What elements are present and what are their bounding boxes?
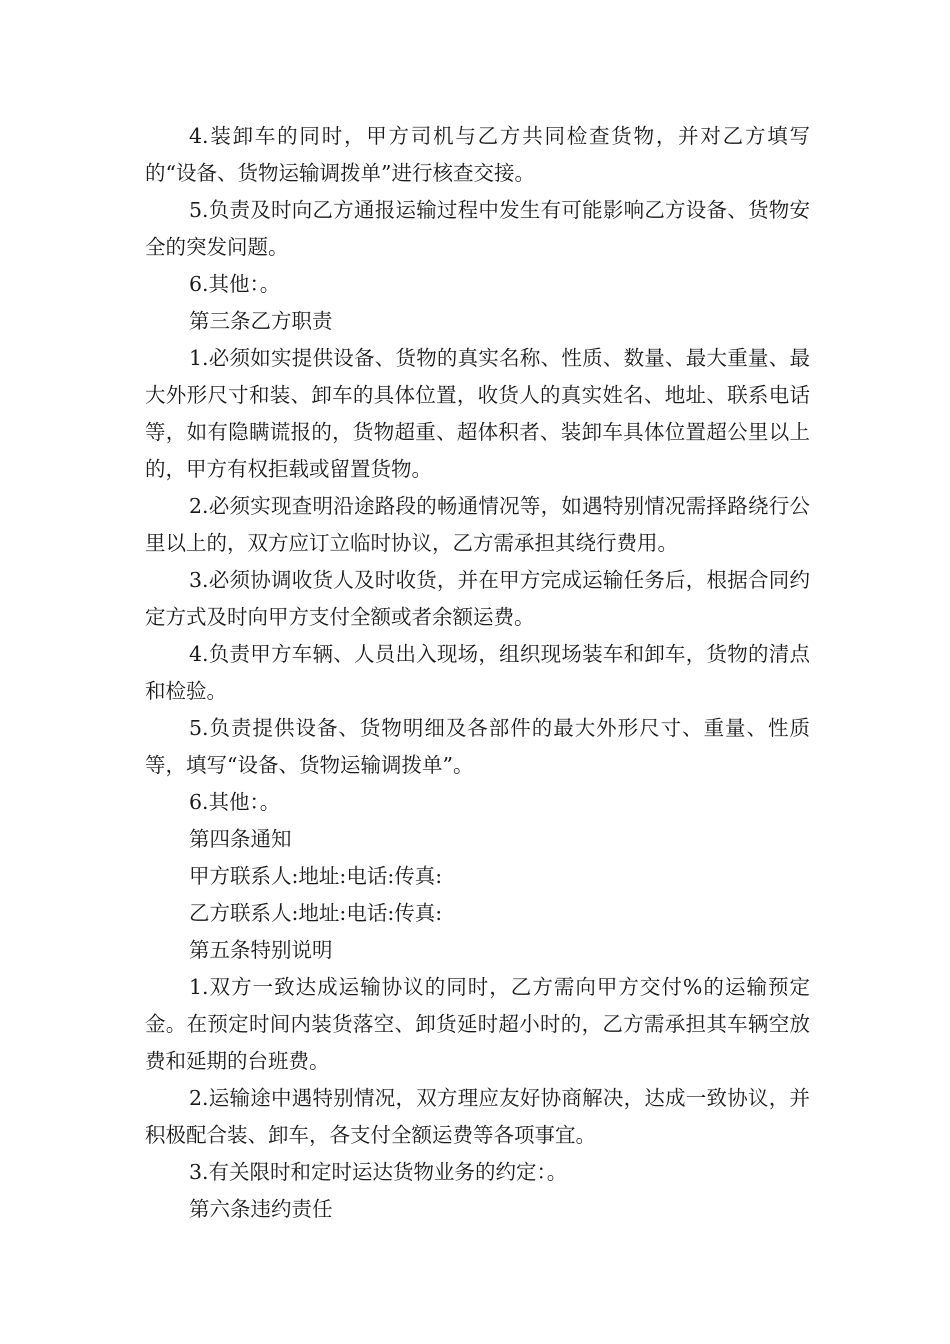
section-heading-article-5: 第五条特别说明: [189, 938, 333, 962]
contact-line-party-b: 乙方联系人:地址:电话:传真:: [189, 901, 443, 925]
paragraph-duty-6-other: 6.其他：。: [189, 272, 281, 296]
document-body: [145, 118, 810, 1228]
section-heading-article-6: 第六条违约责任: [189, 1197, 333, 1221]
paragraph-party-b-2: 2.必须实现查明沿途路段的畅通情况等，如遇特别情况需择路绕行公里以上的，双方应订立临时协议，乙方需承担其绕行费用。: [145, 494, 810, 555]
paragraph-special-2: 2.运输途中遇特别情况，双方理应友好协商解决，达成一致协议，并积极配合装、卸车，各支付全额运费等各项事宜。: [145, 1086, 810, 1147]
paragraph-party-b-5: 5.负责提供设备、货物明细及各部件的最大外形尺寸、重量、性质等，填写“设备、货物运输调拨单”。: [145, 716, 810, 777]
paragraph-duty-4-inspection: 4.装卸车的同时，甲方司机与乙方共同检查货物，并对乙方填写的“设备、货物运输调拨单”进行核查交接。: [145, 124, 810, 185]
section-heading-article-3: 第三条乙方职责: [189, 309, 333, 333]
paragraph-special-3: 3.有关限时和定时运达货物业务的约定：。: [189, 1160, 568, 1184]
contact-line-party-a: 甲方联系人:地址:电话:传真:: [189, 864, 443, 888]
paragraph-duty-5-report: 5.负责及时向乙方通报运输过程中发生有可能影响乙方设备、货物安全的突发问题。: [145, 198, 810, 259]
paragraph-special-1: 1.双方一致达成运输协议的同时，乙方需向甲方交付%的运输预定金。在预定时间内装货落空、卸货延时超小时的，乙方需承担其车辆空放费和延期的台班费。: [145, 975, 810, 1073]
section-heading-article-4: 第四条通知: [189, 827, 292, 851]
paragraph-party-b-1: 1.必须如实提供设备、货物的真实名称、性质、数量、最大重量、最大外形尺寸和装、卸车的具体位置，收货人的真实姓名、地址、联系电话等，如有隐瞒谎报的，货物超重、超体积者、装卸车具体位置超公里以上的，甲方有权拒载或留置货物。: [145, 346, 810, 481]
paragraph-party-b-3: 3.必须协调收货人及时收货，并在甲方完成运输任务后，根据合同约定方式及时向甲方支付全额或者余额运费。: [145, 568, 810, 629]
paragraph-party-b-4: 4.负责甲方车辆、人员出入现场，组织现场装车和卸车，货物的清点和检验。: [145, 642, 810, 703]
paragraph-party-b-6: 6.其他：。: [189, 790, 281, 814]
